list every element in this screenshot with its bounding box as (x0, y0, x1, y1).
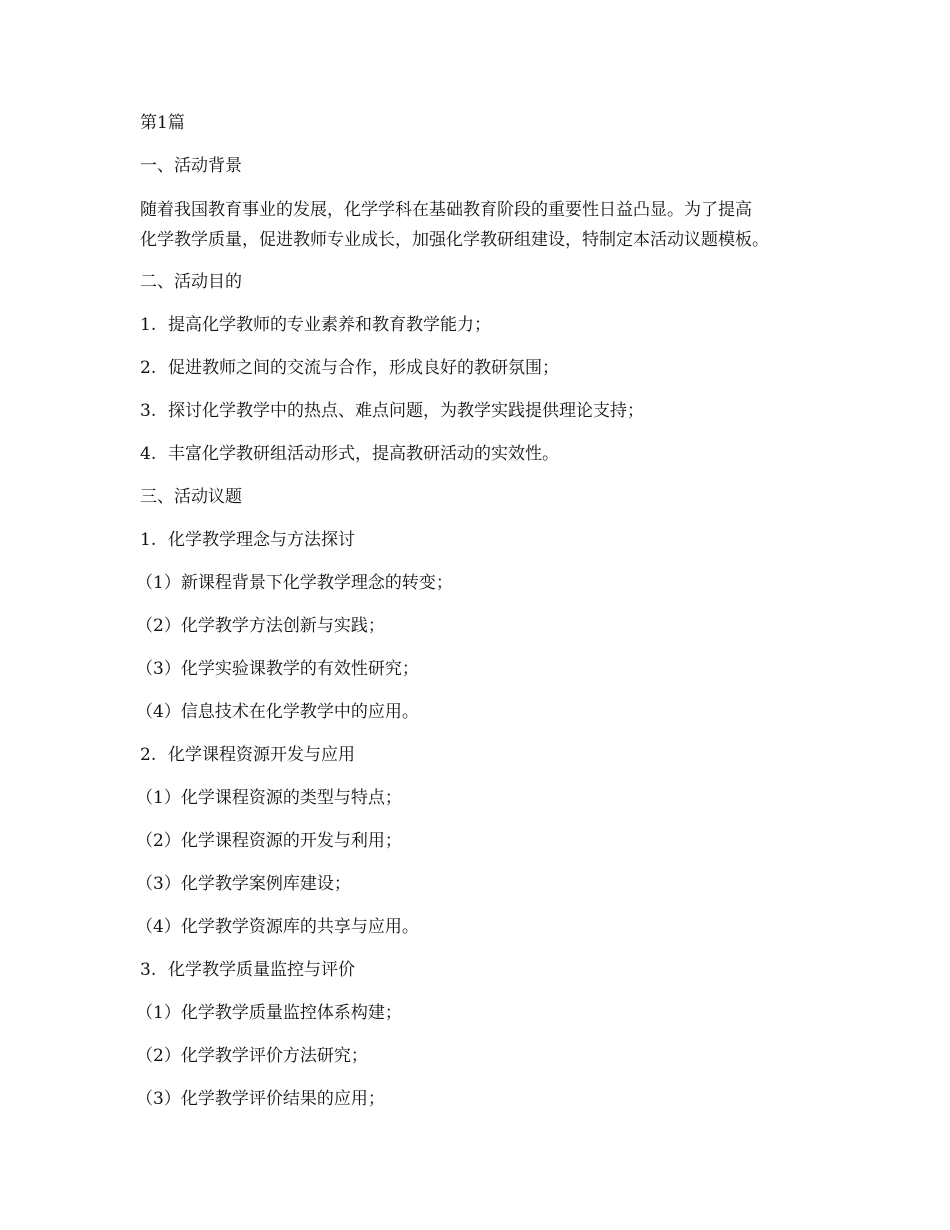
goal-text: 提高化学教师的专业素养和教育教学能力； (168, 315, 491, 335)
section-title-topics: 三、活动议题 (140, 487, 242, 507)
topic-title (140, 743, 355, 767)
topic-subitem: （3）化学教学评价结果的应用； (136, 1089, 385, 1109)
topic-subitem: （1）新课程背景下化学教学理念的转变； (136, 573, 453, 593)
topic-title (140, 958, 355, 982)
topic-title (140, 528, 355, 552)
topic-subitem: （2）化学课程资源的开发与利用； (136, 831, 402, 851)
topic-subitem: （1）化学教学质量监控体系构建； (136, 1003, 402, 1023)
background-paragraph-line-2: 化学教学质量，促进教师专业成长，加强化学教研组建设，特制定本活动议题模板。 (140, 230, 769, 250)
goal-number: 1. (140, 315, 157, 335)
topic-subitem: （3）化学实验课教学的有效性研究； (136, 659, 419, 679)
goal-number: 4. (140, 444, 157, 464)
topic-number: 3. (140, 960, 157, 980)
goal-text: 促进教师之间的交流与合作，形成良好的教研氛围； (168, 358, 559, 378)
goal-text: 探讨化学教学中的热点、难点问题，为教学实践提供理论支持； (168, 401, 644, 421)
topic-number: 1. (140, 530, 157, 550)
goal-item (140, 313, 491, 337)
document-heading: 第1篇 (140, 113, 185, 133)
topic-subitem: （2）化学教学方法创新与实践； (136, 616, 385, 636)
topic-number: 2. (140, 745, 157, 765)
topic-subitem: （2）化学教学评价方法研究； (136, 1046, 368, 1066)
section-title-background: 一、活动背景 (140, 156, 242, 176)
goal-item (140, 399, 644, 423)
goal-number: 3. (140, 401, 157, 421)
section-title-goals: 二、活动目的 (140, 272, 242, 292)
goal-item (140, 356, 559, 380)
topic-title-text: 化学教学理念与方法探讨 (168, 530, 355, 550)
goal-number: 2. (140, 358, 157, 378)
topic-subitem: （3）化学教学案例库建设； (136, 874, 351, 894)
topic-subitem: （4）信息技术在化学教学中的应用。 (136, 702, 419, 722)
topic-subitem: （1）化学课程资源的类型与特点； (136, 788, 402, 808)
goal-item (140, 442, 559, 466)
background-paragraph-line-1: 随着我国教育事业的发展，化学学科在基础教育阶段的重要性日益凸显。为了提高 (140, 200, 752, 220)
topic-title-text: 化学课程资源开发与应用 (168, 745, 355, 765)
goal-text: 丰富化学教研组活动形式，提高教研活动的实效性。 (168, 444, 559, 464)
topic-title-text: 化学教学质量监控与评价 (168, 960, 355, 980)
topic-subitem: （4）化学教学资源库的共享与应用。 (136, 917, 419, 937)
